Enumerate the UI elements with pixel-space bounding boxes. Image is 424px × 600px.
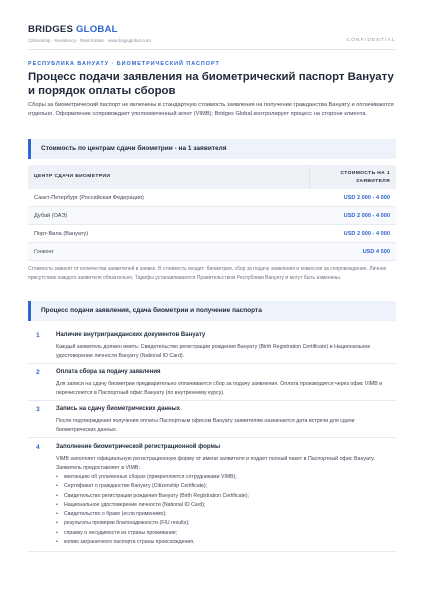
list-item: • Свидетельство регистрации рождения Вануату (Birth Registration Certificate); — [56, 492, 390, 501]
column-header-center: ЦЕНТР СДАЧИ БИОМЕТРИИ — [34, 174, 111, 179]
table-row — [28, 207, 396, 225]
center-cell: Санкт-Петербург (Российская Федерация) — [34, 195, 144, 201]
center-cell: Порт-Вила (Вануату) — [34, 231, 89, 237]
process-step — [28, 444, 396, 552]
confidential-label: CONFIDENTIAL — [346, 38, 396, 43]
step-title: Запись на сдачу биометрических данных — [56, 406, 181, 412]
step-title: Заполнение биометрической регистрационной формы — [56, 444, 221, 450]
cost-table-body — [28, 189, 396, 261]
document-title: Процесс подачи заявления на биометрический паспорт Вануату и порядок оплаты сборов — [28, 71, 394, 97]
list-item: • копию заграничного паспорта страны происхождения. — [56, 538, 390, 547]
step-title: Оплата сбора за подачу заявления — [56, 369, 161, 375]
step-description: После подтверждения получения оплаты Паспортным офисом Вануату заявителям назначается дата встречи для сдачи биометрических данных. — [56, 418, 355, 434]
column-divider — [309, 165, 310, 189]
process-section-title: Процесс подачи заявления, сдача биометрии и получение паспорта — [41, 307, 262, 314]
cost-section-title: Стоимость по центрам сдачи биометрии - на 1 заявителя — [41, 145, 227, 152]
brand-main: BRIDGES — [28, 24, 74, 35]
step-number: 4 — [36, 444, 40, 451]
page-header — [28, 24, 396, 50]
table-row — [28, 243, 396, 261]
center-cell: Гонконг — [34, 249, 54, 255]
step-title: Наличие внутригражданских документов Вануату — [56, 332, 206, 338]
process-section-heading — [28, 301, 396, 321]
column-header-cost: СТОИМОСТЬ НА 1 ЗАЯВИТЕЛЯ — [340, 171, 390, 184]
center-cell: Дубай (ОАЭ) — [34, 213, 68, 219]
cost-section-heading — [28, 139, 396, 159]
intro-paragraph: Сборы за биометрический паспорт не включены в стандартную стоимость заявления на получение гражданства Вануату и оплачиваются отдельно. Оформление сопровождает уполномоченный агент (VIMB); Bridges Global контролирует процесс на стороне клиента. — [28, 102, 394, 118]
table-row — [28, 189, 396, 207]
list-item: • Сертификат о гражданстве Вануату (Citizenship Certificate); — [56, 482, 390, 491]
list-item: • Свидетельство о браке (если применимо); — [56, 510, 390, 519]
step-description: VIMB заполняет официальную регистрационную форму от имени заявителя и подает полный пакет в Паспортный офис Вануату. Заявитель предоставляет в VIMB: — [56, 456, 375, 472]
brand-tagline: Citizenship · Residency · Real Estate · www.bsgsglobal.com — [28, 38, 151, 43]
list-item: • Национальное удостоверение личности (National ID Card); — [56, 501, 390, 510]
document-kicker: РЕСПУБЛИКА ВАНУАТУ · БИОМЕТРИЧЕСКИЙ ПАСПОРТ — [28, 61, 220, 67]
cost-cell: USD 2 000 - 4 000 — [343, 213, 390, 219]
list-item: • результаты проверки благонадежности (FIU results); — [56, 519, 390, 528]
step-description: Каждый заявитель должен иметь: Свидетельство регистрации рождения Вануату (Birth Registration Certificate) и Национальное удостоверение личности Вануату (National ID Card). — [56, 344, 371, 360]
cost-cell: USD 2 000 - 4 000 — [343, 231, 390, 237]
required-documents-list — [56, 473, 390, 547]
brand-logo — [28, 24, 396, 35]
step-description: Для записи на сдачу биометрии предварительно оплачивается сбор за подачу заявления. Оплата производится через офис VIMB и перечисляется в Паспортный офис Вануату (по внутреннему курсу). — [56, 381, 383, 397]
process-step — [28, 369, 396, 401]
brand-accent: GLOBAL — [76, 24, 118, 35]
step-number: 1 — [36, 332, 40, 339]
header-divider — [28, 49, 396, 50]
list-item: • квитанцию об уплаченных сборах (прикрепляется сотрудниками VIMB); — [56, 473, 390, 482]
list-item: • справку о несудимости из страны проживания; — [56, 529, 390, 538]
cost-table — [28, 165, 396, 261]
step-number: 3 — [36, 406, 40, 413]
cost-note: Стоимость зависит от количества заявителей в заявке. В стоимость входит: биометрия, сбор за подачу заявления и комиссия за сопровождение. Личное присутствие каждого заявителя обязательно. Тарифы устанавливаются Правительством Республики Вануату и могут быть изменены. — [28, 266, 387, 281]
step-number: 2 — [36, 369, 40, 376]
cost-cell: USD 2 000 - 4 000 — [343, 195, 390, 201]
cost-cell: USD 4 500 — [362, 249, 390, 255]
process-step — [28, 406, 396, 438]
process-step — [28, 332, 396, 364]
table-row — [28, 225, 396, 243]
cost-table-header — [28, 165, 396, 189]
